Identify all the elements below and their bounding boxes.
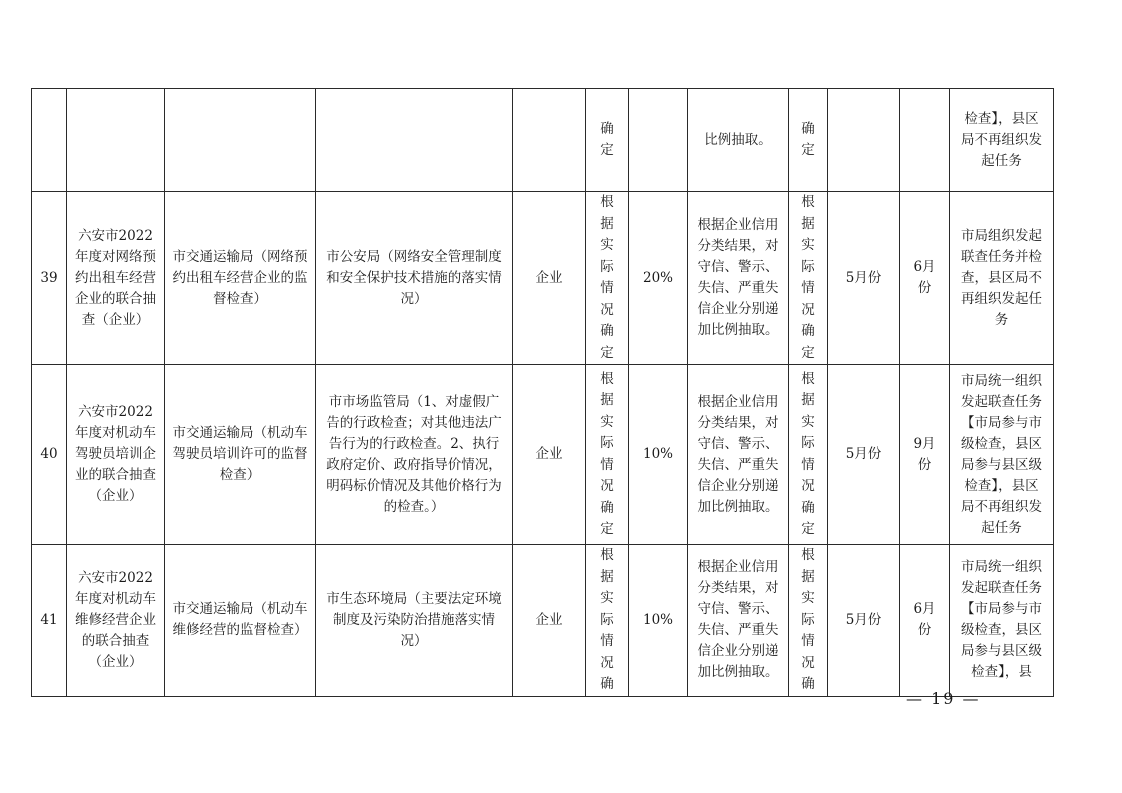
lead-department: [165, 89, 316, 192]
inspection-range: 确定: [586, 89, 629, 192]
lead-department: 市交通运输局（网络预约出租车经营企业的监督检查）: [165, 192, 316, 365]
row-number: 41: [32, 545, 67, 697]
inspection-method: 确定: [789, 89, 828, 192]
end-month: [900, 89, 950, 192]
inspection-object: 企业: [513, 365, 586, 545]
inspection-range: 根据实际情况确定: [586, 365, 629, 545]
lead-department: 市交通运输局（机动车驾驶员培训许可的监督检查）: [165, 365, 316, 545]
sampling-ratio: 10%: [629, 365, 688, 545]
lead-department: 市交通运输局（机动车维修经营的监督检查）: [165, 545, 316, 697]
remarks: 检查】，县区局不再组织发起任务: [950, 89, 1054, 192]
end-month: 9月份: [900, 365, 950, 545]
row-number: 40: [32, 365, 67, 545]
inspection-object: [513, 89, 586, 192]
partner-department: 市生态环境局（主要法定环境制度及污染防治措施落实情况）: [316, 545, 513, 697]
start-month: 5月份: [828, 365, 900, 545]
page-number: — 19 —: [906, 689, 981, 708]
task-name: 六安市2022年度对机动车驾驶员培训企业的联合抽查（企业）: [67, 365, 165, 545]
sampling-method: 根据企业信用分类结果，对守信、警示、失信、严重失信企业分别递加比例抽取。: [688, 365, 789, 545]
inspection-plan-table: [31, 88, 1054, 697]
partner-department: [316, 89, 513, 192]
sampling-method: 比例抽取。: [688, 89, 789, 192]
inspection-object: 企业: [513, 545, 586, 697]
table-row: [32, 89, 1054, 192]
table-row: [32, 192, 1054, 365]
end-month: 6月份: [900, 545, 950, 697]
sampling-method: 根据企业信用分类结果，对守信、警示、失信、严重失信企业分别递加比例抽取。: [688, 192, 789, 365]
inspection-range: 根据实际情况确: [586, 545, 629, 697]
task-name: 六安市2022年度对网络预约出租车经营企业的联合抽查（企业）: [67, 192, 165, 365]
row-number: [32, 89, 67, 192]
remarks: 市局统一组织发起联查任务【市局参与市级检查，县区局参与县区级检查】，县区局不再组织发起任务: [950, 365, 1054, 545]
inspection-range: 根据实际情况确定: [586, 192, 629, 365]
inspection-method: 根据实际情况确定: [789, 365, 828, 545]
sampling-ratio: [629, 89, 688, 192]
inspection-object: 企业: [513, 192, 586, 365]
inspection-method: 根据实际情况确定: [789, 192, 828, 365]
start-month: 5月份: [828, 545, 900, 697]
row-number: 39: [32, 192, 67, 365]
partner-department: 市市场监管局（1、对虚假广告的行政检查；对其他违法广告行为的行政检查。2、执行政府定价、政府指导价情况，明码标价情况及其他价格行为的检查。）: [316, 365, 513, 545]
remarks: 市局统一组织发起联查任务【市局参与市级检查，县区局参与县区级检查】，县: [950, 545, 1054, 697]
inspection-method: 根据实际情况确: [789, 545, 828, 697]
task-name: 六安市2022年度对机动车维修经营企业的联合抽查（企业）: [67, 545, 165, 697]
remarks: 市局组织发起联查任务并检查，县区局不再组织发起任务: [950, 192, 1054, 365]
task-name: [67, 89, 165, 192]
sampling-ratio: 20%: [629, 192, 688, 365]
end-month: 6月份: [900, 192, 950, 365]
sampling-method: 根据企业信用分类结果，对守信、警示、失信、严重失信企业分别递加比例抽取。: [688, 545, 789, 697]
partner-department: 市公安局（网络安全管理制度和安全保护技术措施的落实情况）: [316, 192, 513, 365]
start-month: [828, 89, 900, 192]
start-month: 5月份: [828, 192, 900, 365]
sampling-ratio: 10%: [629, 545, 688, 697]
table-row: [32, 545, 1054, 697]
table-row: [32, 365, 1054, 545]
